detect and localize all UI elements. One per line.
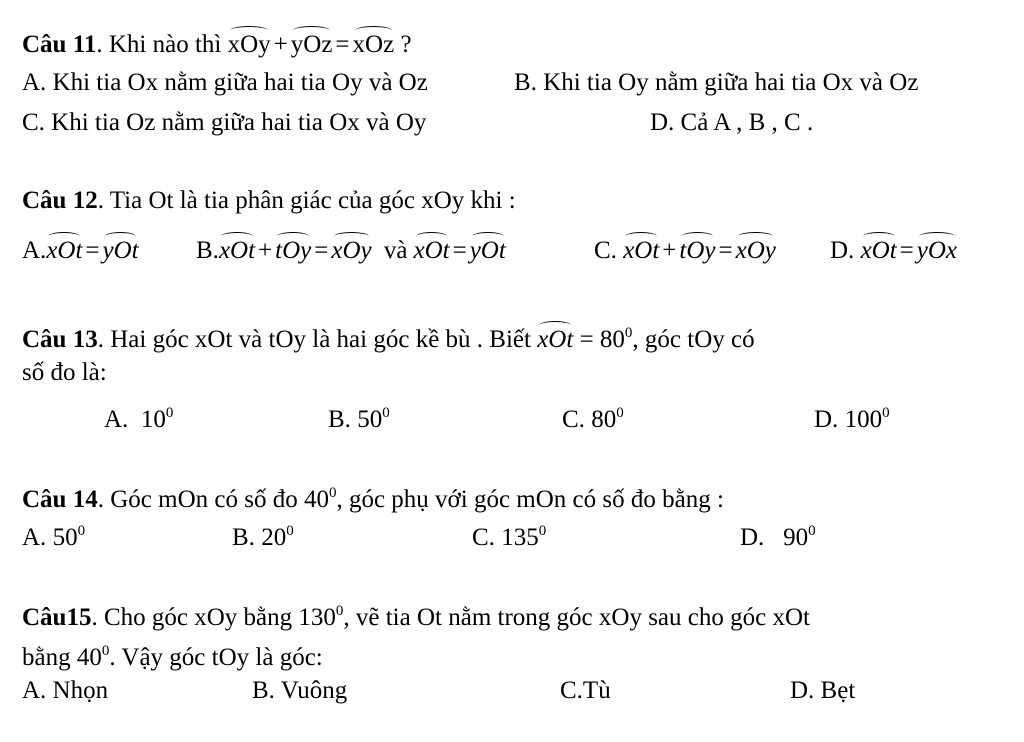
q14-a-prefix: A. xyxy=(22,524,47,551)
q12-option-a xyxy=(22,230,139,266)
q14-d-value: 90 xyxy=(783,524,809,551)
q13-label: Câu 13 xyxy=(22,326,98,353)
degree-mark: 0 xyxy=(624,325,633,341)
equals-sign: = xyxy=(899,237,914,264)
equals-sign: = xyxy=(314,237,329,264)
angle-xot: xOt xyxy=(219,230,255,266)
q12-a-prefix: A. xyxy=(22,237,47,264)
degree-mark: 0 xyxy=(616,405,624,421)
q13-a-prefix: A. xyxy=(104,406,129,433)
equals-sign: = xyxy=(718,237,733,264)
degree-mark: 0 xyxy=(808,523,816,539)
q13-option-b xyxy=(328,398,390,435)
q14-option-a xyxy=(22,516,85,553)
equals-sign: = xyxy=(85,237,100,264)
q15-value-130: 130 xyxy=(298,604,336,631)
q15-option-a: A. Nhọn xyxy=(22,677,109,704)
q11-option-d: D. Cả A , B , C . xyxy=(650,109,814,136)
equals-sign: = xyxy=(452,237,467,264)
q11-angle-yoz: yOz xyxy=(291,24,333,60)
q13-option-a xyxy=(104,398,173,435)
q13-d-value: 100 xyxy=(844,406,883,433)
q15-text-1: . Cho góc xOy bằng xyxy=(91,604,293,631)
q11-stem xyxy=(22,24,412,58)
degree-mark: 0 xyxy=(335,603,344,619)
angle-xot: xOt xyxy=(623,230,659,266)
q13-value-80: = 80 xyxy=(579,326,625,353)
q13-c-prefix: C. xyxy=(562,406,585,433)
q14-a-value: 50 xyxy=(52,524,78,551)
q11-qmark: ? xyxy=(400,31,412,58)
q15-value-40: 40 xyxy=(76,644,102,671)
q15-text-2: , vẽ tia Ot nằm trong góc xOy sau cho góc xOt xyxy=(343,604,810,631)
degree-mark: 0 xyxy=(101,643,110,659)
q11-option-b: B. Khi tia Oy nằm giữa hai tia Ox và Oz xyxy=(514,69,919,96)
q13-d-prefix: D. xyxy=(814,406,839,433)
q14-text-1: . Góc mOn có số đo xyxy=(97,486,298,513)
plus-sign: + xyxy=(258,237,273,264)
q11-text: . Khi nào thì xyxy=(96,31,222,58)
q14-label: Câu 14 xyxy=(22,486,98,513)
q15-option-c: C.Tù xyxy=(560,677,611,704)
q12-text: . Tia Ot là tia phân giác của góc xOy khi : xyxy=(97,187,516,214)
q12-stem xyxy=(22,186,516,216)
angle-yox: yOx xyxy=(917,230,957,266)
q11-option-a: A. Khi tia Ox nằm giữa hai tia Oy và Oz xyxy=(22,69,428,96)
q11-plus: + xyxy=(273,31,288,58)
q13-b-prefix: B. xyxy=(328,406,351,433)
q13-b-value: 50 xyxy=(357,406,383,433)
q12-label: Câu 12 xyxy=(22,187,98,214)
degree-mark: 0 xyxy=(77,523,86,539)
q11-equals: = xyxy=(335,31,350,58)
q15-option-b: B. Vuông xyxy=(252,677,348,704)
degree-mark: 0 xyxy=(165,405,174,421)
q15-stem-cont xyxy=(22,636,323,671)
q12-option-b xyxy=(196,230,506,266)
q15-label: Câu15 xyxy=(22,604,92,631)
angle-yot: yOt xyxy=(103,230,139,266)
q14-b-value: 20 xyxy=(261,524,287,551)
q13-option-d xyxy=(814,398,890,435)
q13-text-2: , góc tOy có xyxy=(632,326,755,353)
q14-option-d xyxy=(740,516,816,553)
q11-angle-xoy: xOy xyxy=(228,24,271,60)
q15-text-4: . Vậy góc tOy là góc: xyxy=(109,644,323,671)
q12-d-prefix: D. xyxy=(830,237,855,264)
q12-b-prefix: B. xyxy=(196,237,219,264)
q13-stem-cont: số đo là: xyxy=(22,359,107,386)
q12-option-c xyxy=(594,230,776,266)
q13-a-value: 10 xyxy=(140,406,166,433)
q11-angle-xoz: xOz xyxy=(353,24,395,60)
angle-xot: xOt xyxy=(413,230,449,266)
q13-text-1: . Hai góc xOt và tOy là hai góc kề bù . Biết xyxy=(97,326,531,353)
q14-value-40: 40 xyxy=(303,486,329,513)
q11-option-c: C. Khi tia Oz nằm giữa hai tia Ox và Oy xyxy=(22,109,427,136)
angle-xot: xOt xyxy=(861,230,897,266)
angle-xot: xOt xyxy=(537,319,573,355)
degree-mark: 0 xyxy=(538,523,547,539)
degree-mark: 0 xyxy=(328,485,337,501)
q12-option-d xyxy=(830,230,957,266)
angle-xot: xOt xyxy=(46,230,82,266)
plus-sign: + xyxy=(662,237,677,264)
angle-yot: yOt xyxy=(470,230,506,266)
degree-mark: 0 xyxy=(382,405,390,421)
q14-option-c xyxy=(472,516,546,553)
q14-option-b xyxy=(232,516,294,553)
q13-stem xyxy=(22,318,755,353)
q14-stem xyxy=(22,478,724,513)
q14-c-value: 135 xyxy=(501,524,539,551)
q14-c-prefix: C. xyxy=(472,524,495,551)
q13-option-c xyxy=(562,398,624,435)
angle-toy: tOy xyxy=(679,230,715,266)
q11-label: Câu 11 xyxy=(22,31,97,58)
q14-d-prefix: D. xyxy=(740,524,765,551)
q12-c-prefix: C. xyxy=(594,237,617,264)
and-word: và xyxy=(383,237,408,264)
degree-mark: 0 xyxy=(882,405,890,421)
degree-mark: 0 xyxy=(286,523,294,539)
q14-b-prefix: B. xyxy=(232,524,255,551)
angle-xoy: xOy xyxy=(331,230,371,266)
q15-stem xyxy=(22,596,810,631)
q14-text-2: , góc phụ với góc mOn có số đo bằng : xyxy=(336,486,724,513)
q13-c-value: 80 xyxy=(591,406,617,433)
angle-xoy: xOy xyxy=(736,230,776,266)
q15-text-3: bằng xyxy=(22,644,71,671)
angle-toy: tOy xyxy=(275,230,311,266)
q15-option-d: D. Bẹt xyxy=(790,677,856,704)
